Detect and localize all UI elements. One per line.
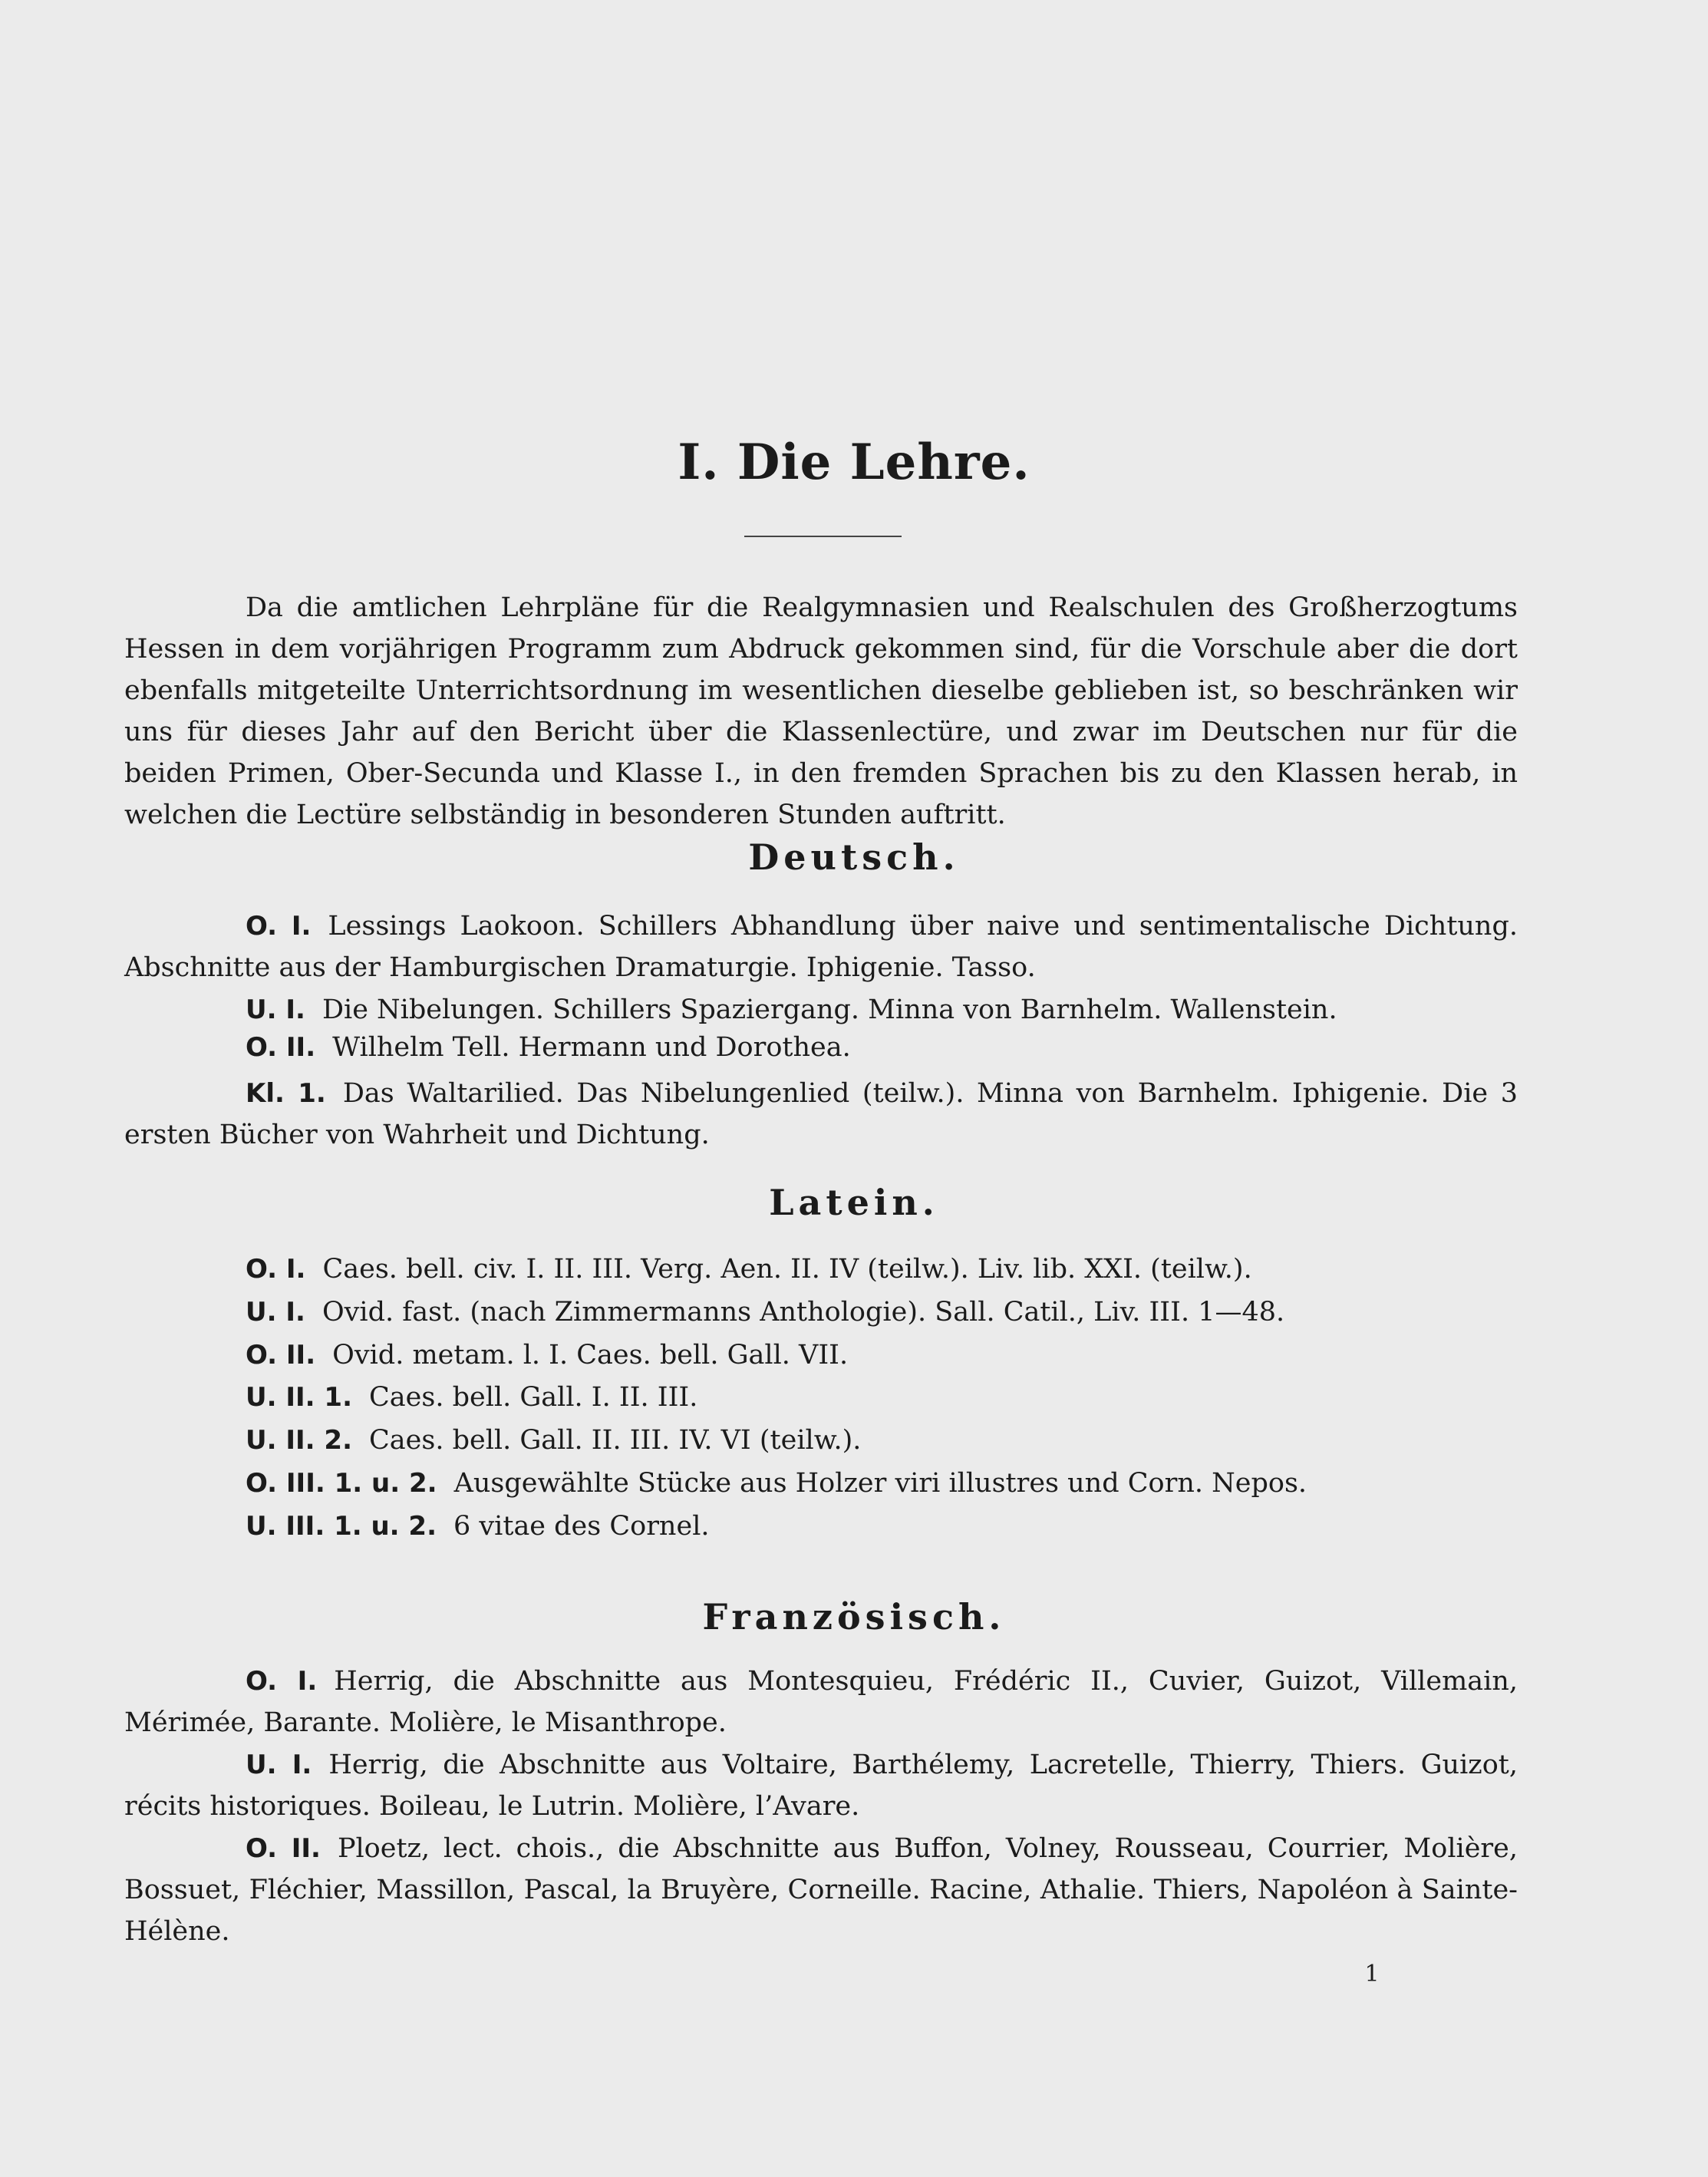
entry-text: Das Waltarilied. Das Nibelungenlied (teilw.). Minna von Barnhelm. Iphigenie. Die 3 ersten Bücher von Wahrheit und Dichtung.: [124, 1078, 1518, 1150]
entry-franz-u1: [124, 1744, 1518, 1827]
entry-text: Caes. bell. civ. I. II. III. Verg. Aen. II. IV (teilw.). Liv. lib. XXI. (teilw.).: [322, 1254, 1252, 1285]
entry-text: Herrig, die Abschnitte aus Voltaire, Barthélemy, Lacretelle, Thierry, Thiers. Guizot, récits historiques. Boileau, le Lutrin. Molière, l’Avare.: [124, 1750, 1518, 1822]
entry-latein-u2-2: [124, 1420, 1518, 1461]
entry-franz-o1: [124, 1661, 1518, 1743]
section-heading-deutsch: Deutsch.: [748, 836, 960, 878]
entry-label: O. II.: [246, 1340, 316, 1371]
section-heading-franzoesisch: Französisch.: [702, 1596, 1006, 1638]
entry-label: O. II.: [246, 1032, 316, 1063]
entry-text: Die Nibelungen. Schillers Spaziergang. Minna von Barnhelm. Wallenstein.: [321, 994, 1337, 1025]
entry-label: U. I.: [246, 994, 305, 1025]
entry-text: Ploetz, lect. chois., die Abschnitte aus Buffon, Volney, Rousseau, Courrier, Molière, Bossuet, Fléchier, Massillon, Pascal, la Bruyère, Corneille. Racine, Athalie. Thiers, Napoléon à Sainte-Hélène.: [124, 1833, 1518, 1947]
entry-label: U. I.: [246, 1750, 312, 1780]
entry-label: O. III. 1. u. 2.: [246, 1468, 437, 1499]
page-number: 1: [1364, 1961, 1380, 1987]
entry-label: U. II. 1.: [246, 1382, 352, 1413]
entry-deutsch-u1: [124, 989, 1518, 1031]
entry-text: 6 vitae des Cornel.: [453, 1511, 710, 1542]
entry-label: Kl. 1.: [246, 1078, 326, 1109]
entry-label: U. III. 1. u. 2.: [246, 1511, 437, 1542]
page-title: I. Die Lehre.: [678, 434, 1030, 491]
entry-label: O. II.: [246, 1833, 321, 1864]
entry-label: O. I.: [246, 1666, 318, 1697]
entry-latein-u1: [124, 1291, 1518, 1333]
entry-latein-o2: [124, 1334, 1518, 1376]
entry-latein-u2-1: [124, 1377, 1518, 1418]
entry-latein-o3: [124, 1463, 1518, 1504]
entry-text: Caes. bell. Gall. I. II. III.: [369, 1382, 698, 1413]
entry-label: U. II. 2.: [246, 1425, 352, 1456]
title-divider: [744, 536, 902, 537]
entry-deutsch-o2: [124, 1027, 1518, 1068]
entry-text: Ausgewählte Stücke aus Holzer viri illustres und Corn. Nepos.: [453, 1468, 1307, 1499]
entry-text: Lessings Laokoon. Schillers Abhandlung über naive und sentimentalische Dichtung. Abschnitte aus der Hamburgischen Dramaturgie. Iphigenie. Tasso.: [124, 911, 1518, 983]
entry-latein-u3: [124, 1506, 1518, 1547]
entry-text: Wilhelm Tell. Hermann und Dorothea.: [332, 1032, 851, 1063]
intro-paragraph: Da die amtlichen Lehrpläne für die Realgymnasien und Realschulen des Großherzogtums Hessen in dem vorjährigen Programm zum Abdruck gekommen sind, für die Vorschule aber die dort ebenfalls mitgeteilte Unterrichtsordnung im wesentlichen dieselbe geblieben ist, so beschränken wir uns für dieses Jahr auf den Bericht über die Klassenlectüre, und zwar im Deutschen nur für die beiden Primen, Ober-Secunda und Klasse I., in den fremden Sprachen bis zu den Klassen herab, in welchen die Lectüre selbständig in besonderen Stunden auftritt.: [124, 592, 1518, 830]
section-heading-latein: Latein.: [769, 1182, 939, 1223]
entry-text: Herrig, die Abschnitte aus Montesquieu, Frédéric II., Cuvier, Guizot, Villemain, Mérimée, Barante. Molière, le Misanthrope.: [124, 1666, 1518, 1738]
entry-text: Ovid. metam. l. I. Caes. bell. Gall. VII.: [332, 1340, 849, 1371]
entry-franz-o2: [124, 1828, 1518, 1952]
entry-text: Caes. bell. Gall. II. III. IV. VI (teilw.).: [369, 1425, 862, 1456]
entry-deutsch-kl1: [124, 1073, 1518, 1156]
entry-deutsch-o1: [124, 905, 1518, 988]
entry-text: Ovid. fast. (nach Zimmermanns Anthologie). Sall. Catil., Liv. III. 1—48.: [321, 1297, 1285, 1328]
entry-label: O. I.: [246, 911, 312, 942]
entry-label: O. I.: [246, 1254, 306, 1285]
entry-latein-o1: [124, 1248, 1518, 1290]
entry-label: U. I.: [246, 1297, 305, 1328]
